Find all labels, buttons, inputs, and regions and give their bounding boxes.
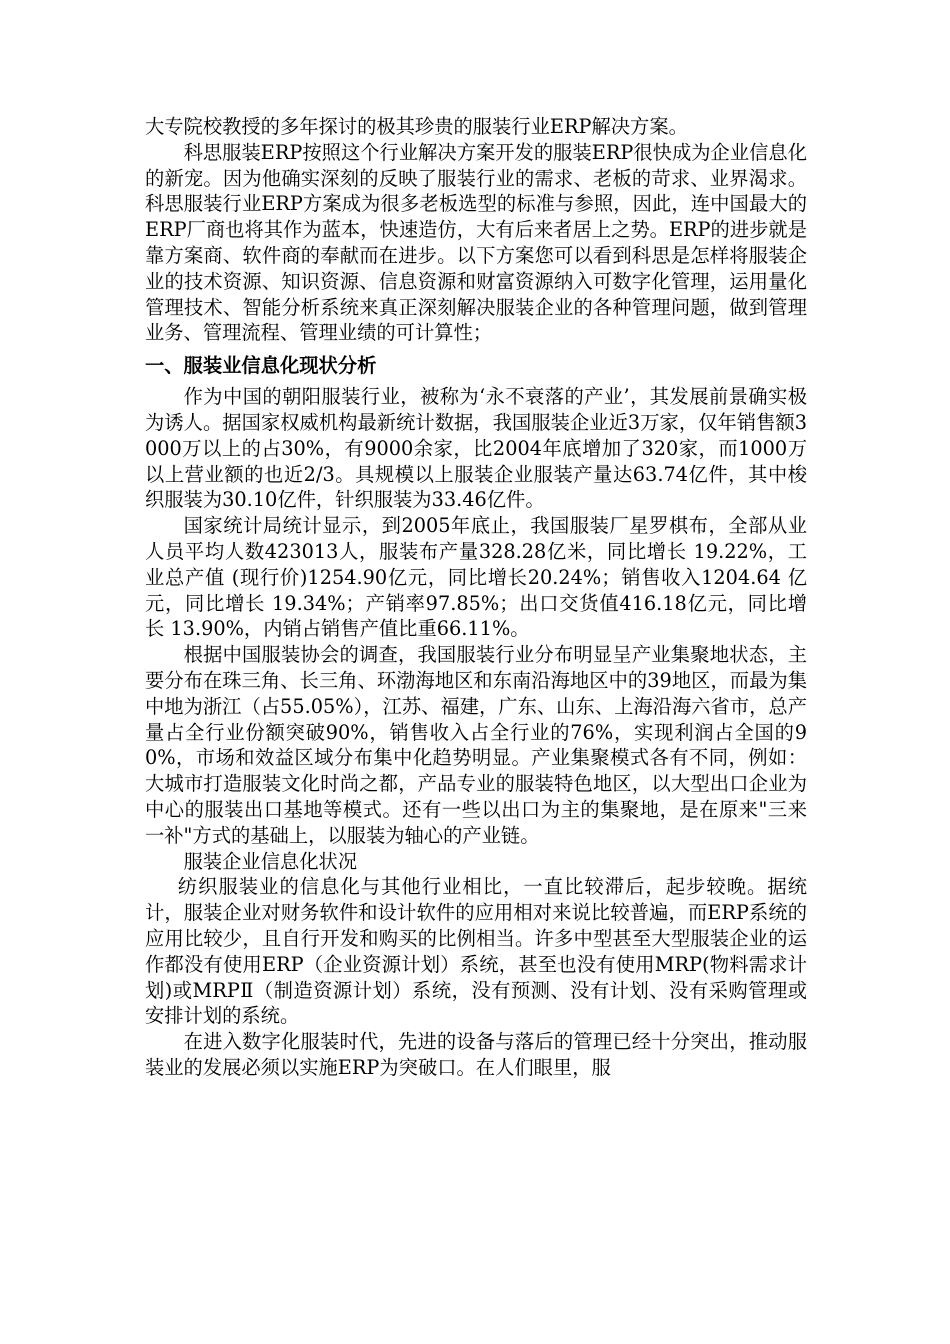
document-page [145, 114, 807, 1081]
paragraph-industry-clusters: 根据中国服装协会的调查，我国服装行业分布明显呈产业集聚地状态，主要分布在珠三角、长三角、环渤海地区和东南沿海地区中的39地区，而最为集中地为浙江（占55.05%），江苏、福建，广东、山东、上海沿海六省市，总产量占全行业份额突破90%，销售收入占全行业的76%，实现利润占全国的90%，市场和效益区域分布集中化趋势明显。产业集聚模式各有不同，例如：大城市打造服装文化时尚之都，产品专业的服装特色地区，以大型出口企业为中心的服装出口基地等模式。还有一些以出口为主的集聚地，是在原来"三来一补"方式的基础上，以服装为轴心的产业链。 [145, 643, 807, 847]
paragraph-statistics: 国家统计局统计显示，到2005年底止，我国服装厂星罗棋布，全部从业人员平均人数423013人，服装布产量328.28亿米，同比增长 19.22%，工业总产值 (现行价)1254.90亿元，同比增长20.24%；销售收入1204.64 亿元，同比增长 19.34%；产销率97.85%；出口交货值416.18亿元，同比增长 13.90%，内销占销售产值比重66.11%。 [145, 514, 807, 641]
paragraph-digital-era: 在进入数字化服装时代，先进的设备与落后的管理已经十分突出，推动服装业的发展必须以实施ERP为突破口。在人们眼里，服 [145, 1030, 807, 1079]
subheading-informatization-status: 服装企业信息化状况 [183, 849, 358, 873]
section-heading: 一、服装业信息化现状分析 [145, 354, 377, 378]
paragraph-industry-outlook: 作为中国的朝阳服装行业，被称为‘永不衰落的产业’，其发展前景确实极为诱人。据国家权威机构最新统计数据，我国服装企业近3万家，仅年销售额3000万以上的占30%，有9000余家，比2004年底增加了320家，而1000万以上营业额的也近2/3。具规模以上服装企业服装产量达63.74亿件，其中梭织服装为30.10亿件，针织服装为33.46亿件。 [145, 385, 807, 512]
paragraph-informatization-lag: 纺织服装业的信息化与其他行业相比，一直比较滞后，起步较晚。据统计，服装企业对财务软件和设计软件的应用相对来说比较普遍，而ERP系统的应用比较少，且自行开发和购买的比例相当。许多中型甚至大型服装企业的运作都没有使用ERP（企业资源计划）系统，甚至也没有使用MRP(物料需求计划)或MRPⅡ（制造资源计划）系统，没有预测、没有计划、没有采购管理或安排计划的系统。 [145, 875, 807, 1028]
paragraph-kesi-erp: 科思服装ERP按照这个行业解决方案开发的服装ERP很快成为企业信息化的新宠。因为他确实深刻的反映了服装行业的需求、老板的苛求、业界渴求。科思服装行业ERP方案成为很多老板选型的标准与参照，因此，连中国最大的ERP厂商也将其作为蓝本，快速造仿，大有后来者居上之势。ERP的进步就是靠方案商、软件商的奉献而在进步。以下方案您可以看到科思是怎样将服装企业的技术资源、知识资源、信息资源和财富资源纳入可数字化管理，运用量化管理技术、智能分析系统来真正深刻解决服装企业的各种管理问题，做到管理业务、管理流程、管理业绩的可计算性； [145, 140, 807, 345]
paragraph-intro-continued: 大专院校教授的多年探讨的极其珍贵的服装行业ERP解决方案。 [145, 115, 688, 138]
